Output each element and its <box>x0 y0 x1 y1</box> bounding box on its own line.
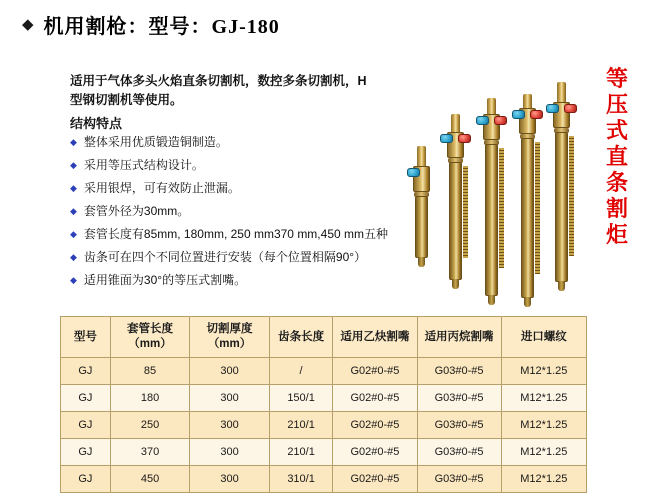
header-line-2: （mm） <box>207 338 252 350</box>
list-item <box>70 134 400 150</box>
column-header-cut-thickness <box>190 317 270 358</box>
cell-cut-thickness: 300 <box>190 412 270 439</box>
header-line-1: 适用乙炔割嘴 <box>340 330 410 343</box>
product-photo <box>395 72 595 302</box>
torch-nozzle-tip <box>558 281 565 291</box>
header-line-1: 进口螺纹 <box>520 330 567 343</box>
cell-sleeve-length: 180 <box>110 385 190 412</box>
torch-rack <box>535 142 540 274</box>
diamond-bullet-icon: ◆ <box>70 229 77 239</box>
cell-rack-length: / <box>269 358 333 385</box>
vertical-title-char: 条 <box>605 170 628 195</box>
list-item-label: 整体采用优质锻造铜制造。 <box>83 135 228 149</box>
torch-knob-icon <box>546 104 559 113</box>
feature-list <box>70 134 400 295</box>
cell-rack-length: 210/1 <box>269 439 333 466</box>
table-header-row <box>61 317 587 358</box>
table-row <box>61 358 587 385</box>
torch-sleeve <box>449 162 462 280</box>
header-line-1: 切割厚度 <box>206 323 253 335</box>
torch-knob-icon <box>530 110 543 119</box>
vertical-title-char: 压 <box>605 92 628 117</box>
torch-sleeve <box>521 138 534 298</box>
cell-model: GJ <box>61 439 111 466</box>
spec-table-wrapper <box>60 316 587 493</box>
torch-knob-icon <box>512 110 525 119</box>
torch-knob-icon <box>494 116 507 125</box>
diamond-bullet-icon: ◆ <box>70 160 77 170</box>
cell-acetylene-nozzle: G02#0-#5 <box>333 412 417 439</box>
torch-knob-icon <box>458 134 471 143</box>
cell-inlet-thread: M12*1.25 <box>501 385 586 412</box>
table-body <box>61 358 587 493</box>
list-item-label: 采用银焊，可有效防止泄漏。 <box>83 181 240 195</box>
diamond-bullet-icon: ◆ <box>70 252 77 262</box>
diamond-bullet-icon: ◆ <box>70 183 77 193</box>
vertical-title-char: 割 <box>605 196 628 221</box>
torch-sleeve <box>555 132 568 282</box>
table-row <box>61 412 587 439</box>
torch-knob-icon <box>440 134 453 143</box>
torch-nozzle-tip <box>524 297 531 307</box>
cell-rack-length: 210/1 <box>269 412 333 439</box>
cell-sleeve-length: 85 <box>110 358 190 385</box>
cell-propane-nozzle: G03#0-#5 <box>417 385 501 412</box>
cell-acetylene-nozzle: G02#0-#5 <box>333 439 417 466</box>
cell-model: GJ <box>61 412 111 439</box>
torch-knob-icon <box>564 104 577 113</box>
list-item <box>70 249 400 265</box>
cell-model: GJ <box>61 358 111 385</box>
torch-sleeve <box>415 196 428 258</box>
torch-sleeve <box>485 144 498 296</box>
cell-propane-nozzle: G03#0-#5 <box>417 358 501 385</box>
vertical-title-char: 直 <box>605 144 628 169</box>
list-item-label: 套管外径为30mm。 <box>83 204 190 218</box>
torch-nozzle-tip <box>452 279 459 289</box>
cell-rack-length: 150/1 <box>269 385 333 412</box>
column-header-acetylene-nozzle <box>333 317 417 358</box>
column-header-propane-nozzle <box>417 317 501 358</box>
cell-model: GJ <box>61 466 111 493</box>
torch-knob-icon <box>476 116 489 125</box>
torch-nozzle-tip <box>488 295 495 305</box>
vertical-title-char: 炬 <box>605 222 628 247</box>
cell-inlet-thread: M12*1.25 <box>501 358 586 385</box>
table-row <box>61 385 587 412</box>
cell-acetylene-nozzle: G02#0-#5 <box>333 385 417 412</box>
diamond-bullet-icon: ◆ <box>22 16 34 33</box>
header-line-1: 齿条长度 <box>278 330 325 343</box>
column-header-rack-length <box>269 317 333 358</box>
table-head <box>61 317 587 358</box>
header-line-1: 型号 <box>73 330 97 343</box>
torch-nozzle-tip <box>418 257 425 267</box>
cell-propane-nozzle: G03#0-#5 <box>417 412 501 439</box>
cell-inlet-thread: M12*1.25 <box>501 439 586 466</box>
torch-rack <box>499 148 504 268</box>
torch-rack <box>463 166 468 258</box>
list-item <box>70 203 400 219</box>
list-item <box>70 180 400 196</box>
diamond-bullet-icon: ◆ <box>70 137 77 147</box>
column-header-inlet-thread <box>501 317 586 358</box>
column-header-model <box>61 317 111 358</box>
vertical-title-char: 式 <box>605 118 628 143</box>
cell-cut-thickness: 300 <box>190 439 270 466</box>
torch-rack <box>569 136 574 256</box>
column-header-sleeve-length <box>110 317 190 358</box>
spec-table <box>60 316 587 493</box>
cell-propane-nozzle: G03#0-#5 <box>417 439 501 466</box>
cell-inlet-thread: M12*1.25 <box>501 466 586 493</box>
table-row <box>61 439 587 466</box>
section-title: 结构特点 <box>70 116 123 131</box>
table-row <box>61 466 587 493</box>
cell-inlet-thread: M12*1.25 <box>501 412 586 439</box>
cell-cut-thickness: 300 <box>190 466 270 493</box>
torch-knob-icon <box>407 168 420 177</box>
list-item <box>70 157 400 173</box>
list-item-label: 齿条可在四个不同位置进行安装（每个位置相隔90°） <box>83 250 367 264</box>
cell-model: GJ <box>61 385 111 412</box>
vertical-title-char: 等 <box>605 66 628 91</box>
cell-acetylene-nozzle: G02#0-#5 <box>333 358 417 385</box>
header-line-1: 套管长度 <box>127 323 174 335</box>
header-line-1: 适用丙烷割嘴 <box>424 330 494 343</box>
list-item-label: 适用锥面为30°的等压式割嘴。 <box>83 273 247 287</box>
cell-sleeve-length: 370 <box>110 439 190 466</box>
intro-paragraph: 适用于气体多头火焰直条切割机，数控多条切割机，H型钢切割机等使用。 <box>70 74 367 107</box>
diamond-bullet-icon: ◆ <box>70 275 77 285</box>
list-item <box>70 272 400 288</box>
header-line-2: （mm） <box>128 338 172 350</box>
list-item-label: 采用等压式结构设计。 <box>83 158 204 172</box>
cell-rack-length: 310/1 <box>269 466 333 493</box>
diamond-bullet-icon: ◆ <box>70 206 77 216</box>
cell-cut-thickness: 300 <box>190 358 270 385</box>
cell-propane-nozzle: G03#0-#5 <box>417 466 501 493</box>
cell-cut-thickness: 300 <box>190 385 270 412</box>
cell-sleeve-length: 450 <box>110 466 190 493</box>
vertical-product-title <box>603 66 631 248</box>
list-item <box>70 226 400 242</box>
cell-acetylene-nozzle: G02#0-#5 <box>333 466 417 493</box>
page-title: 机用割枪：型号：GJ-180 <box>43 16 280 38</box>
page-header <box>22 10 280 39</box>
list-item-label: 套管长度有85mm, 180mm, 250 mm370 mm,450 mm五种 <box>83 227 388 241</box>
cell-sleeve-length: 250 <box>110 412 190 439</box>
